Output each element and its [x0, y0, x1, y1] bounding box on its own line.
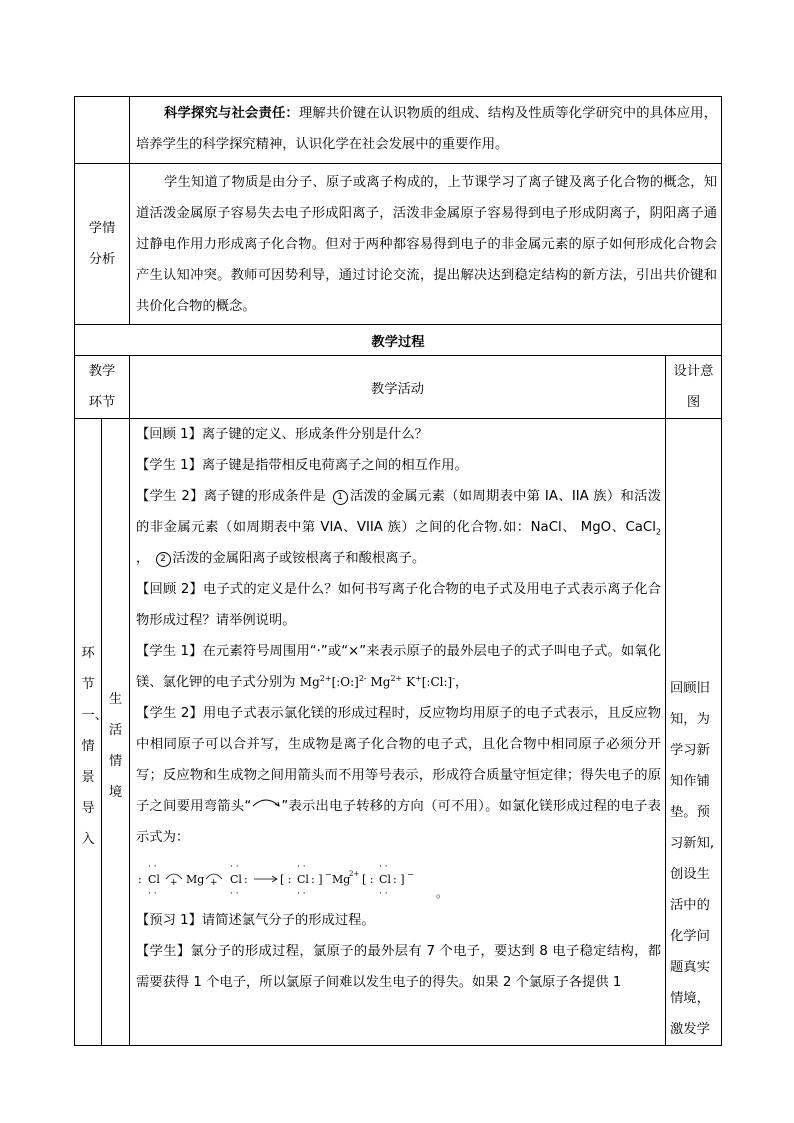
science-text: 理解共价键在认识物质的组成、结构及性质等化学研究中的具体应用，培养学生的科学探究精神，认识化学在社会发展中的重要作用。	[136, 106, 718, 152]
analysis-cell	[130, 164, 722, 325]
svg-text:+: +	[170, 878, 178, 888]
curved-arrow-icon	[251, 796, 281, 808]
svg-text:· ·: · ·	[297, 862, 306, 872]
header-stage-label: 教学环节	[88, 364, 116, 410]
svg-text:· ·: · ·	[379, 889, 388, 899]
eq-product-mg: Mg	[332, 873, 351, 886]
review2-student1: 【学生 1】在元素符号周围用“·”或“×”来表示原子的最外层电子的式子叫电子式。如氧化镁、氯化钾的电子式分别为 $Mg^{2+}[:O:]^{2-}$ $Mg^{2+}$ K+[:Cl:]-，	[136, 644, 662, 690]
circled-number-2: 2	[156, 552, 171, 567]
empty-label-cell	[75, 97, 130, 164]
eq-reactant-cl1: Cl	[148, 873, 160, 886]
review1: 【回顾 1】离子键的定义、形成条件分别是什么？	[136, 427, 428, 442]
stage-row	[75, 419, 722, 1046]
mgcl2-equation-diagram	[136, 853, 456, 905]
svg-text:−: −	[407, 870, 414, 879]
header-stage-cell	[75, 356, 130, 419]
stage-context-cell	[102, 419, 130, 1046]
svg-text:[ :: [ :	[362, 873, 374, 886]
svg-text:· ·: · ·	[379, 862, 388, 872]
svg-text:· ·: · ·	[297, 889, 306, 899]
svg-text:: ]: : ]	[393, 873, 405, 886]
stage-name-cell	[75, 419, 108, 1046]
intent-text: 回顾旧知，为学习新知作铺垫。预习新知,创设生活中的化学问题真实情境，激发学	[670, 681, 715, 1037]
header-intent-label: 设计意图	[673, 364, 714, 410]
process-title: 教学过程	[75, 325, 722, 356]
svg-text:· ·: · ·	[230, 889, 239, 899]
svg-text:−: −	[325, 870, 332, 879]
lesson-plan-table	[74, 96, 722, 1046]
stage-name: 环节一、情景导入	[81, 645, 108, 847]
svg-text::: :	[244, 873, 248, 886]
process-title-row	[75, 325, 722, 356]
eq-product-mg-charge: 2+	[349, 870, 360, 878]
eq-product-cl2: Cl	[379, 873, 391, 886]
svg-text:[ :: [ :	[280, 873, 292, 886]
eq-reactant-cl2: Cl	[230, 873, 242, 886]
science-cell	[130, 97, 722, 164]
svg-text:· ·: · ·	[148, 889, 157, 899]
electron-formula-kcl: K+[:Cl:]-	[402, 674, 455, 689]
analysis-label-cell	[75, 164, 130, 325]
intent-cell	[666, 419, 722, 1046]
electron-formula-mgo: $Mg^{2+}[:O:]^{2-}$ $Mg^{2+}$	[299, 674, 403, 689]
science-row	[75, 97, 722, 164]
analysis-label: 学情分析	[88, 221, 116, 267]
eq-product-cl1: Cl	[297, 873, 309, 886]
preview1: 【预习 1】请简述氯气分子的形成过程。	[136, 913, 375, 928]
stage-context: 生活情境	[108, 692, 123, 800]
activities-cell	[130, 419, 666, 1046]
review2-student2: 【学生 2】用电子式表示氯化镁的形成过程时，反应物均用原子的电子式表示，且反应物中相同原子可以合并写，生成物是离子化合物的电子式，且化合物中相同原子必须分开写；反应物和生成物之间用箭头而不用等号表示，形成符合质量守恒定律；得失电子的原子之间要用弯箭头“ ”表示出电子转移的方向（可不用）。如氯化镁形成过程的电子表示式为：	[136, 706, 662, 845]
eq-reactant-mg: Mg	[186, 873, 205, 886]
analysis-row	[75, 164, 722, 325]
analysis-text: 学生知道了物质是由分子、原子或离子构成的，上节课学习了离子键及离子化合物的概念，知道活泼金属原子容易失去电子形成阳离子，活泼非金属原子容易得到电子形成阴离子，阴阳离子通过静电作用力形成离子化合物。但对于两种都容易得到电子的非金属元素的原子如何形成化合物会产生认知冲突。教师可因势利导，通过讨论交流，提出解决达到稳定结构的新方法，引出共价键和共价化合物的概念。	[136, 175, 718, 314]
header-row	[75, 356, 722, 419]
review1-student1: 【学生 1】离子键是指带相反电荷离子之间的相互作用。	[136, 458, 468, 473]
preview1-student: 【学生】氯分子的形成过程，氯原子的最外层有 7 个电子，要达到 8 电子稳定结构，都需要获得 1 个电子，所以氯原子间难以发生电子的得失。如果 2 个氯原子各提供 1	[136, 944, 661, 990]
circled-number-1: 1	[333, 490, 348, 505]
header-activity: 教学活动	[130, 356, 666, 419]
svg-text:: ]: : ]	[311, 873, 323, 886]
review2: 【回顾 2】电子式的定义是什么？如何书写离子化合物的电子式及用电子式表示离子化合物形成过程？请举例说明。	[136, 582, 662, 628]
svg-text::: :	[138, 873, 142, 886]
science-lead: 科学探究与社会责任：	[164, 106, 299, 121]
eq-end-mark: 。	[436, 886, 449, 900]
mgcl2-formation-equation	[136, 853, 661, 905]
header-intent-cell	[666, 356, 722, 419]
svg-text:· ·: · ·	[148, 862, 157, 872]
review1-student2: 【学生 2】离子键的形成条件是 1 活泼的金属元素（如周期表中第 IA、IIA 族）和活泼的非金属元素（如周期表中第 VIA、VIIA 族）之间的化合物.如：NaCl、 MgO、CaCl$_2$ ， 2 活泼的金属阳离子或铵根离子和酸根离子。	[136, 489, 661, 566]
svg-text:· ·: · ·	[230, 862, 239, 872]
svg-text:+: +	[210, 878, 218, 888]
